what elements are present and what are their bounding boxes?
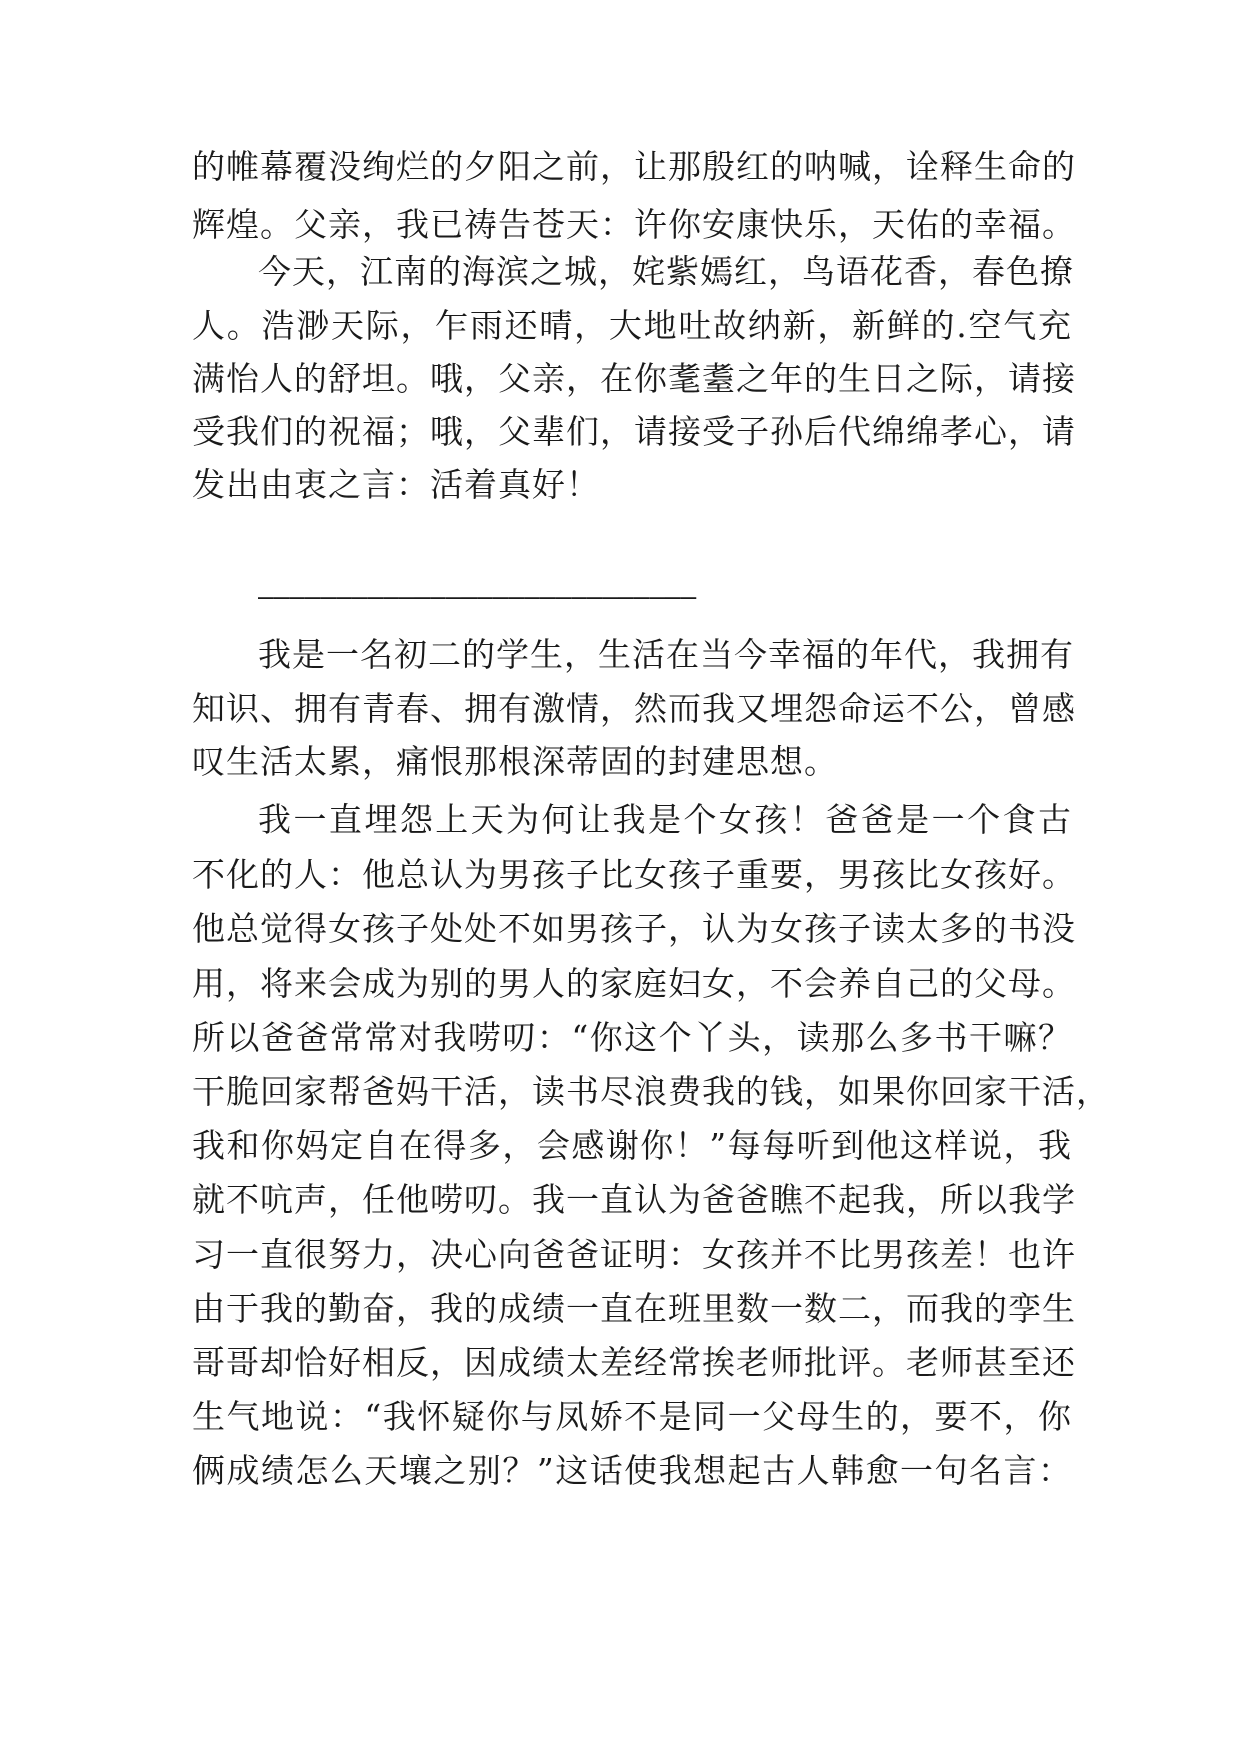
text-line: 所以爸爸常常对我唠叨：“你这个丫头，读那么多书干嘛？ xyxy=(192,1018,1072,1057)
text-line: 知识、拥有青春、拥有激情，然而我又埋怨命运不公，曾感 xyxy=(192,689,1076,728)
text-line: 人。浩渺天际，乍雨还晴，大地吐故纳新，新鲜的.空气充 xyxy=(192,306,1072,345)
text-line: 的帷幕覆没绚烂的夕阳之前，让那殷红的呐喊，诠释生命的 xyxy=(192,147,1076,186)
text-line: 不化的人：他总认为男孩子比女孩子重要，男孩比女孩好。 xyxy=(192,855,1076,894)
text-line: 干脆回家帮爸妈干活，读书尽浪费我的钱，如果你回家干活， xyxy=(192,1072,1110,1111)
text-line: 发出由衷之言：活着真好！ xyxy=(192,465,600,504)
text-line: 生气地说：“我怀疑你与凤娇不是同一父母生的，要不，你 xyxy=(192,1397,1072,1436)
text-line: 就不吭声，任他唠叨。我一直认为爸爸瞧不起我，所以我学 xyxy=(192,1180,1076,1219)
text-line: 由于我的勤奋，我的成绩一直在班里数一数二，而我的孪生 xyxy=(192,1289,1076,1328)
text-line: 今天，江南的海滨之城，姹紫嫣红，鸟语花香，春色撩 xyxy=(258,252,1074,291)
text-line: 用，将来会成为别的男人的家庭妇女，不会养自己的父母。 xyxy=(192,964,1076,1003)
text-line: 我一直埋怨上天为何让我是个女孩！爸爸是一个食古 xyxy=(258,800,1072,839)
text-line: 他总觉得女孩子处处不如男孩子，认为女孩子读太多的书没 xyxy=(192,909,1076,948)
text-line: 受我们的祝福；哦，父辈们，请接受子孙后代绵绵孝心，请 xyxy=(192,412,1076,451)
text-line: 俩成绩怎么天壤之别？”这话使我想起古人韩愈一句名言： xyxy=(192,1451,1072,1490)
section-separator: ———————————————————————————— xyxy=(258,582,697,612)
text-line: 我是一名初二的学生，生活在当今幸福的年代，我拥有 xyxy=(258,635,1074,674)
text-line: 叹生活太累，痛恨那根深蒂固的封建思想。 xyxy=(192,742,838,781)
text-line: 辉煌。父亲，我已祷告苍天：许你安康快乐，天佑的幸福。 xyxy=(192,205,1076,244)
text-line: 习一直很努力，决心向爸爸证明：女孩并不比男孩差！也许 xyxy=(192,1235,1076,1274)
text-line: 我和你妈定自在得多，会感谢你！”每每听到他这样说，我 xyxy=(192,1126,1072,1165)
text-line: 哥哥却恰好相反，因成绩太差经常挨老师批评。老师甚至还 xyxy=(192,1343,1076,1382)
text-line: 满怡人的舒坦。哦，父亲，在你耄耋之年的生日之际，请接 xyxy=(192,359,1076,398)
